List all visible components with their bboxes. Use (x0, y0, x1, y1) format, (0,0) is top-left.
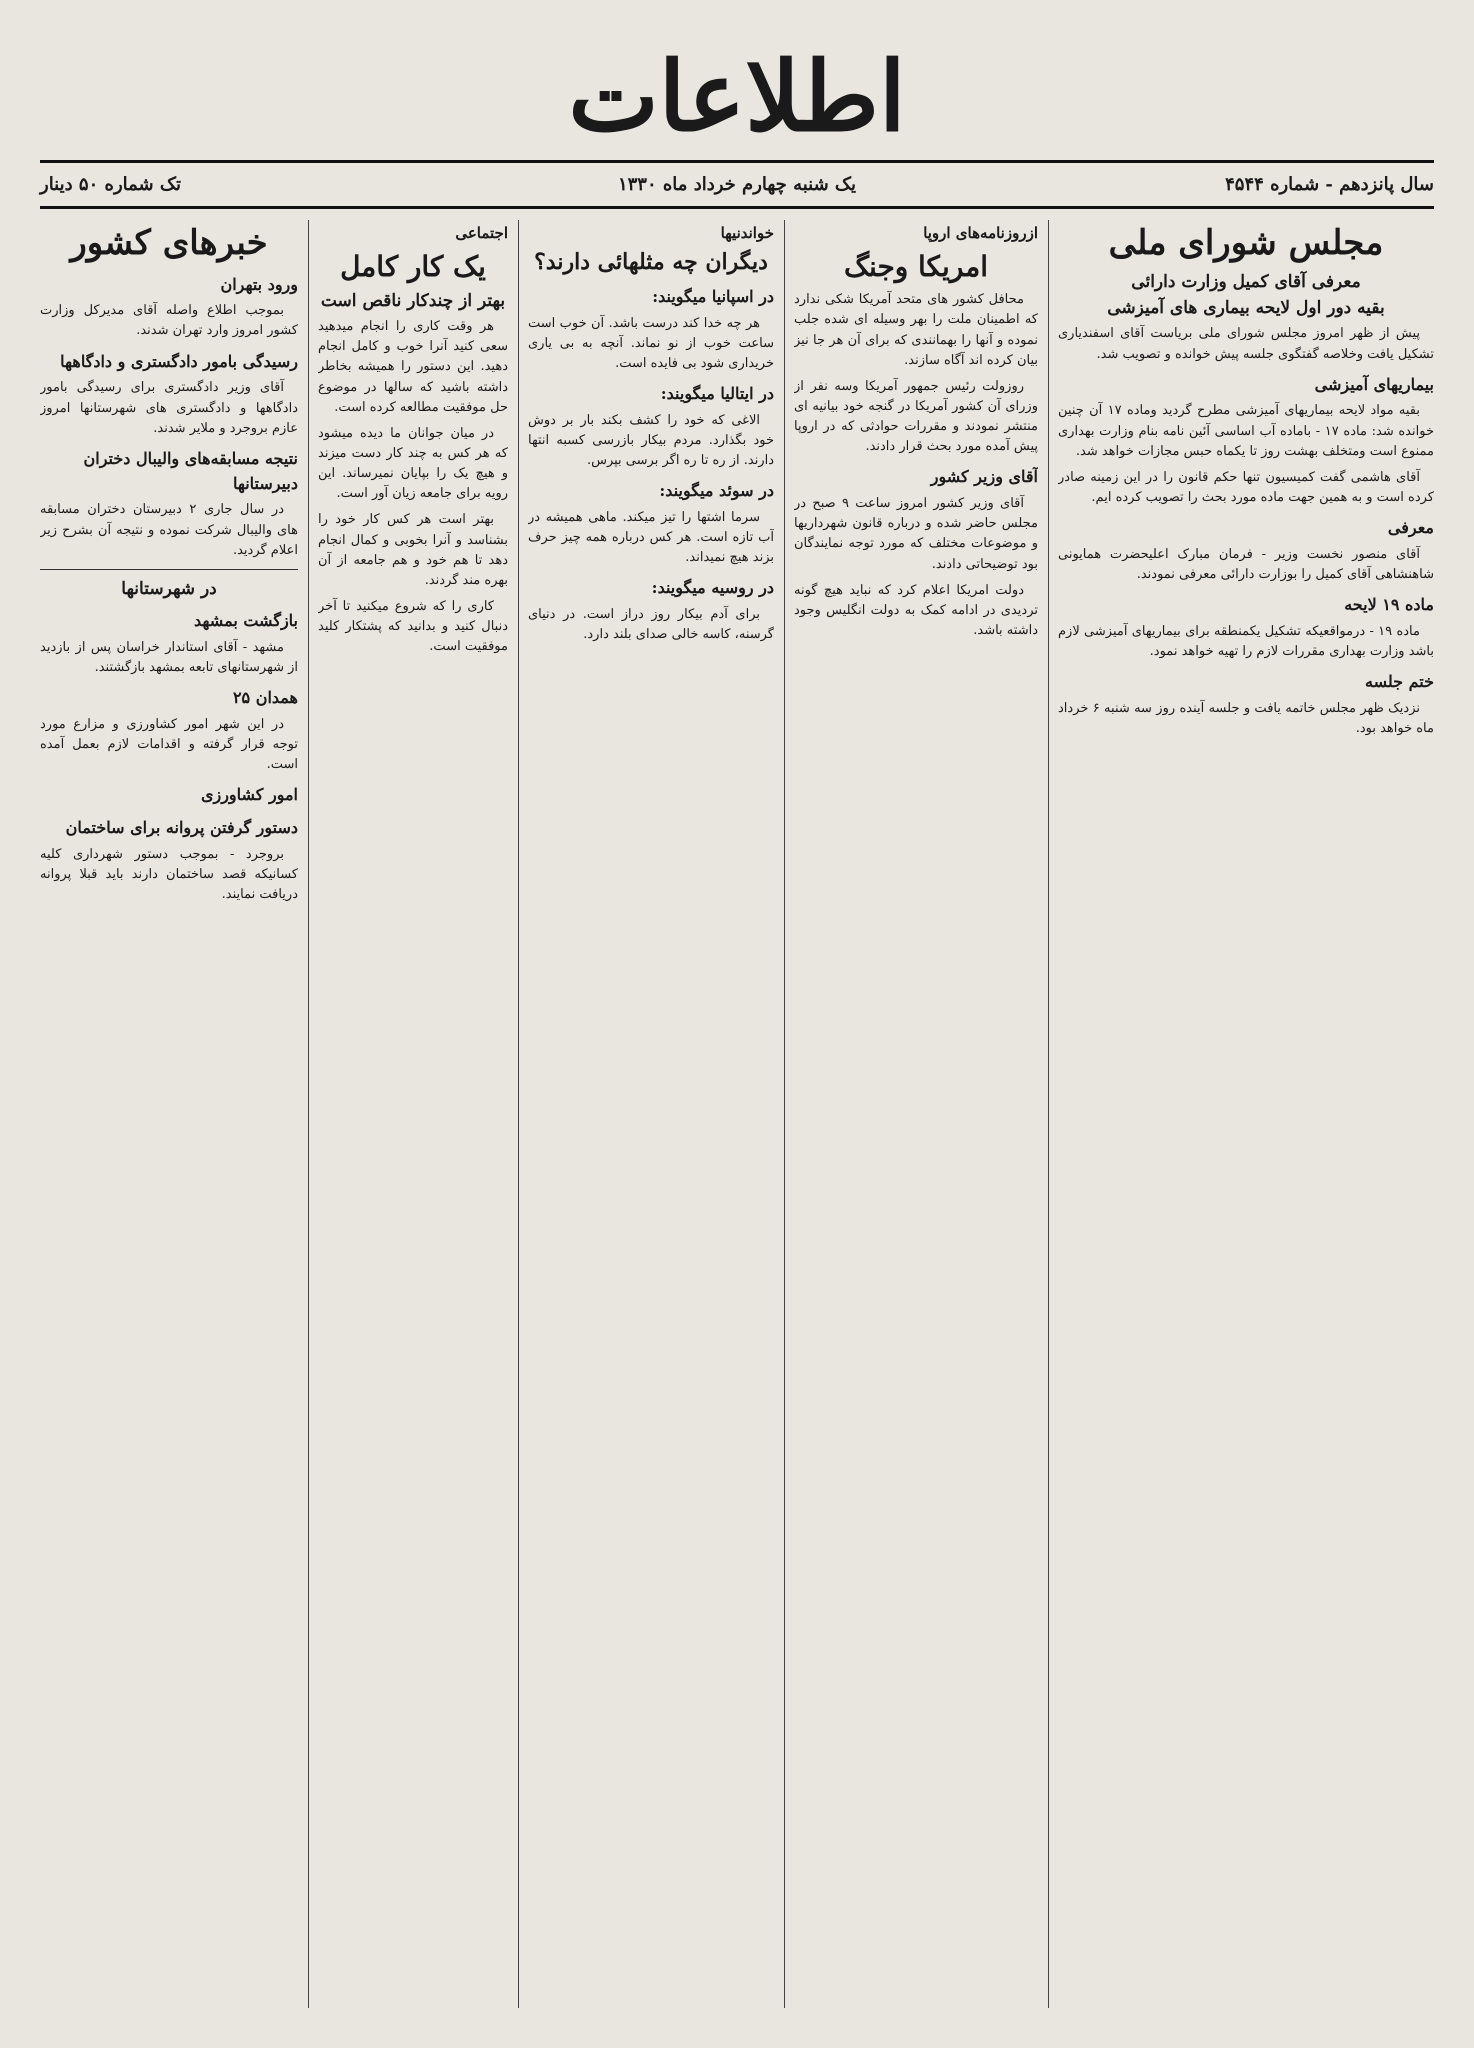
article-paragraph: محافل کشور های متحد آمریکا شکی ندارد که اطمینان ملت را بهر وسیله ای شده جلب نموده و آنها را بهمانندی که برای آن هر جا نیز بیان کرده اند آگاه سازند. (794, 292, 1038, 368)
article-paragraph: کاری را که شروع میکنید تا آخر دنبال کنید و بدانید که پشتکار کلید موفقیت است. (318, 599, 508, 655)
article-paragraph: برای آدم بیکار روز دراز است. در دنیای گرسنه، کاسه خالی صدای بلند دارد. (528, 607, 774, 643)
social-column (318, 220, 508, 2008)
article-headline: مجلس شورای ملی (1108, 223, 1384, 263)
bottom-rule (40, 206, 1434, 209)
proverbs-column (528, 220, 774, 2008)
section-heading: ورود بتهران (220, 274, 298, 294)
article-headline: امریکا وجنگ (843, 250, 989, 284)
section-heading: ماده ۱۹ لایحه (1344, 595, 1434, 615)
article-headline: دیگران چه مثلهائی دارند؟ (534, 249, 768, 276)
issue-date: یک شنبه چهارم خرداد ماه ۱۳۳۰ (617, 174, 857, 195)
column-divider (784, 220, 785, 2008)
column-divider (518, 220, 519, 2008)
article-paragraph: دولت امریکا اعلام کرد که نباید هیچ گونه تردیدی در ادامه کمک به دولت انگلیس وجود داشته باشد. (794, 582, 1038, 639)
article-paragraph: آقای وزیر دادگستری برای رسیدگی بامور دادگاهها و دادگستری های شهرستانها امروز عازم بروجرد و ملایر شدند. (40, 380, 298, 436)
article-paragraph: روزولت رئیس جمهور آمریکا وسه نفر از وزرای آن کشور آمریکا در گنجه خود بیانیه ای منتشر نمودند و مقررات حوادثی که در اروپا پیش آمده مورد بحث قرار دادند. (794, 378, 1038, 455)
section-heading: در شهرستانها (121, 578, 217, 599)
country-news-column (40, 220, 298, 2008)
article-paragraph: بروجرد - بموجب دستور شهرداری کلیه کسانیکه قصد ساختمان دارند باید قبلا پروانه دریافت نمایند. (40, 846, 298, 902)
article-paragraph: ماده ۱۹ - درمواقعیکه تشکیل یکمنطقه برای بیماریهای آمیزشی لازم باشد وزارت بهداری مقررات لازم را تهیه خواهد نمود. (1058, 624, 1434, 660)
section-heading: در سوئد میگویند: (659, 481, 774, 501)
article-paragraph: سرما اشتها را تیز میکند. ماهی همیشه در آب تازه است. هر کس درباره همه چیز حرف بزند هیچ نمیداند. (528, 509, 774, 566)
column-kicker: خواندنیها (720, 224, 774, 242)
section-heading: امور کشاورزی (200, 785, 298, 805)
article-subhead: بهتر از چندکار ناقص است (320, 291, 506, 312)
section-heading: بازگشت بمشهد (194, 610, 298, 630)
article-paragraph: هر چه خدا کند درست باشد. آن خوب است ساعت خوب از نو نماند. آنچه به بی یاری خریداری شود بی فایده است. (528, 315, 774, 371)
article-subhead: معرفی آقای کمیل وزارت دارائی (1131, 271, 1361, 292)
issue-price: تک شماره ۵۰ دینار (40, 174, 181, 195)
article-paragraph: در این شهر امور کشاورزی و مزارع مورد توجه قرار گرفته و اقدامات لازم بعمل آمده است. (40, 716, 298, 772)
info-bar (40, 168, 1434, 202)
article-paragraph: آقای وزیر کشور امروز ساعت ۹ صبح در مجلس حاضر شده و درباره قانون شهرداریها و موضوعات مختلف که مورد توجه نمایندگان بود توضیحاتی دادند. (794, 496, 1038, 572)
article-paragraph: در میان جوانان ما دیده میشود که هر کس به چند کار دست میزند و هیچ یک را بپایان نمیرساند. این رویه برای جامعه زیان آور است. (318, 425, 508, 502)
section-heading: دستور گرفتن پروانه برای ساختمان (65, 817, 298, 837)
section-heading: در ایتالیا میگویند: (660, 383, 774, 403)
column-divider (1048, 220, 1049, 2008)
divider (40, 569, 298, 570)
article-headline: یک کار کامل (340, 250, 486, 284)
article-paragraph: الاغی که خود را کشف بکند بار بر دوش خود بگذارد. مردم بیکار بازرسی کسبه انتها دارند. از ره تا ره اگر برسی بپرس. (528, 412, 774, 469)
article-subhead: بقیه دور اول لایحه بیماری های آمیزشی (1107, 298, 1385, 319)
section-heading: بیماریهای آمیزشی (1314, 374, 1434, 394)
section-heading: همدان ۲۵ (232, 687, 298, 707)
article-headline: خبرهای کشور (70, 223, 268, 263)
article-paragraph: بقیه مواد لایحه بیماریهای آمیزشی مطرح گردید وماده ۱۷ آن چنین خوانده شد: ماده ۱۷ - باماده آب اساسی آئین نامه بنام وزارت بهداری ممنوع است ومتخلف بهشت روز تا یکماه حبس مجازات خواهد شد. (1058, 403, 1434, 459)
article-paragraph: پیش از ظهر امروز مجلس شورای ملی بریاست آقای اسفندیاری تشکیل یافت وخلاصه گفتگوی جلسه پیش خوانده و تصویب شد. (1058, 326, 1434, 362)
newspaper-title: اطلاعات (568, 40, 906, 153)
column-kicker: ازروزنامه‌های اروپا (923, 224, 1038, 242)
section-heading: در روسیه میگویند: (651, 578, 774, 598)
section-heading: در اسپانیا میگویند: (652, 286, 774, 306)
article-paragraph: آقای منصور نخست وزیر - فرمان مبارک اعلیحضرت همایونی شاهنشاهی آقای کمیل را بوزارت دارائی معرفی نمودند. (1058, 546, 1434, 583)
parliament-column (1058, 220, 1434, 2008)
column-divider (308, 220, 309, 2008)
article-paragraph: آقای هاشمی گفت کمیسیون تنها حکم قانون را در این زمینه صادر کرده است و به همین جهت ماده مورد بحث را تصویب کرده ایم. (1058, 469, 1434, 506)
section-heading: رسیدگی بامور دادگستری و دادگاهها (60, 351, 298, 371)
column-kicker: اجتماعی (455, 224, 508, 242)
america-war-column (794, 220, 1038, 2008)
section-heading: ختم جلسه (1365, 672, 1434, 692)
article-paragraph: هر وقت کاری را انجام میدهید سعی کنید آنرا خوب و کامل انجام دهید. این دستور را همیشه بخاطر داشته باشید که سالها در موضوع حل موفقیت مطالعه کرده است. (318, 319, 508, 415)
section-heading: نتیجه مسابقه‌های والیبال دختران دبیرستانها (83, 448, 298, 493)
top-rule (40, 160, 1434, 163)
masthead (0, 0, 1474, 160)
section-heading: معرفی (1387, 518, 1434, 538)
article-paragraph: بموجب اطلاع واصله آقای مدیرکل وزارت کشور امروز وارد تهران شدند. (40, 303, 298, 339)
section-heading: آقای وزیر کشور (930, 467, 1038, 487)
article-paragraph: نزدیک ظهر مجلس خاتمه یافت و جلسه آینده روز سه شنبه ۶ خرداد ماه خواهد بود. (1058, 701, 1434, 737)
article-paragraph: بهتر است هر کس کار خود را بشناسد و آنرا بخوبی و کمال انجام دهد تا هم خود و هم جامعه از آن بهره مند گردند. (318, 512, 508, 588)
article-paragraph: در سال جاری ۲ دبیرستان دختران مسابقه های والیبال شرکت نموده و نتیجه آن بشرح زیر اعلام گردید. (40, 502, 298, 558)
article-paragraph: مشهد - آقای استاندار خراسان پس از بازدید از شهرستانهای تابعه بمشهد بازگشتند. (40, 639, 298, 675)
volume-number: سال پانزدهم - شماره ۴۵۴۴ (1225, 174, 1434, 195)
